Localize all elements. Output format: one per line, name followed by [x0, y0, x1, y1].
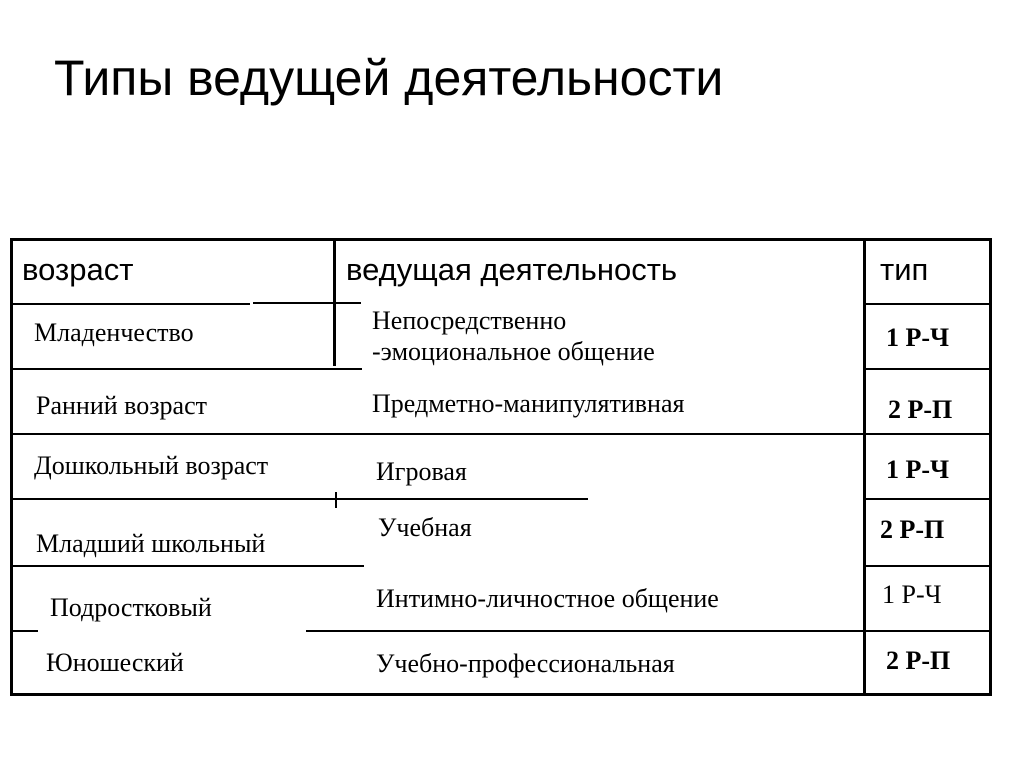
row-divider-2: [12, 433, 992, 435]
type-cell: 1 Р-Ч: [886, 455, 950, 484]
activity-cell-line2: -эмоциональное общение: [372, 337, 655, 366]
type-cell: 2 Р-П: [880, 515, 945, 544]
row-divider-3b: [866, 498, 992, 500]
header-age: возраст: [22, 252, 134, 287]
header-activity: ведущая деятельность: [346, 252, 678, 287]
column-divider-1b: [335, 492, 337, 508]
row-divider-1b: [866, 368, 992, 370]
row-divider-4b: [866, 565, 992, 567]
activity-cell: Учебная: [378, 513, 472, 542]
age-cell: Юношеский: [46, 648, 184, 677]
age-cell: Подростковый: [50, 593, 212, 622]
type-cell: 2 Р-П: [888, 395, 953, 424]
row-divider-5a: [12, 630, 38, 632]
age-cell: Ранний возраст: [36, 391, 207, 420]
row-divider-5b: [306, 630, 992, 632]
activity-cell-line1: Непосредственно: [372, 306, 567, 335]
activity-cell: Учебно-профессиональная: [376, 649, 675, 678]
slide-title: Типы ведущей деятельности: [54, 50, 724, 106]
row-divider-1a: [12, 368, 362, 370]
row-divider-4a: [12, 565, 364, 567]
column-divider-2: [863, 238, 866, 696]
activity-cell: Игровая: [376, 457, 467, 486]
activity-cell: Предметно-манипулятивная: [372, 389, 685, 418]
row-divider-header-b: [253, 302, 361, 304]
row-divider-header-c: [866, 303, 992, 305]
row-divider-header-a: [12, 303, 250, 305]
type-cell: 1 Р-Ч: [886, 323, 950, 352]
age-cell: Младший школьный: [36, 529, 266, 558]
activity-cell: Интимно-личностное общение: [376, 584, 719, 613]
age-cell: Младенчество: [34, 318, 194, 347]
type-cell: 1 Р-Ч: [882, 580, 942, 609]
type-cell: 2 Р-П: [886, 646, 951, 675]
row-divider-3a: [12, 498, 588, 500]
header-type: тип: [880, 252, 929, 287]
age-cell: Дошкольный возраст: [34, 451, 269, 480]
